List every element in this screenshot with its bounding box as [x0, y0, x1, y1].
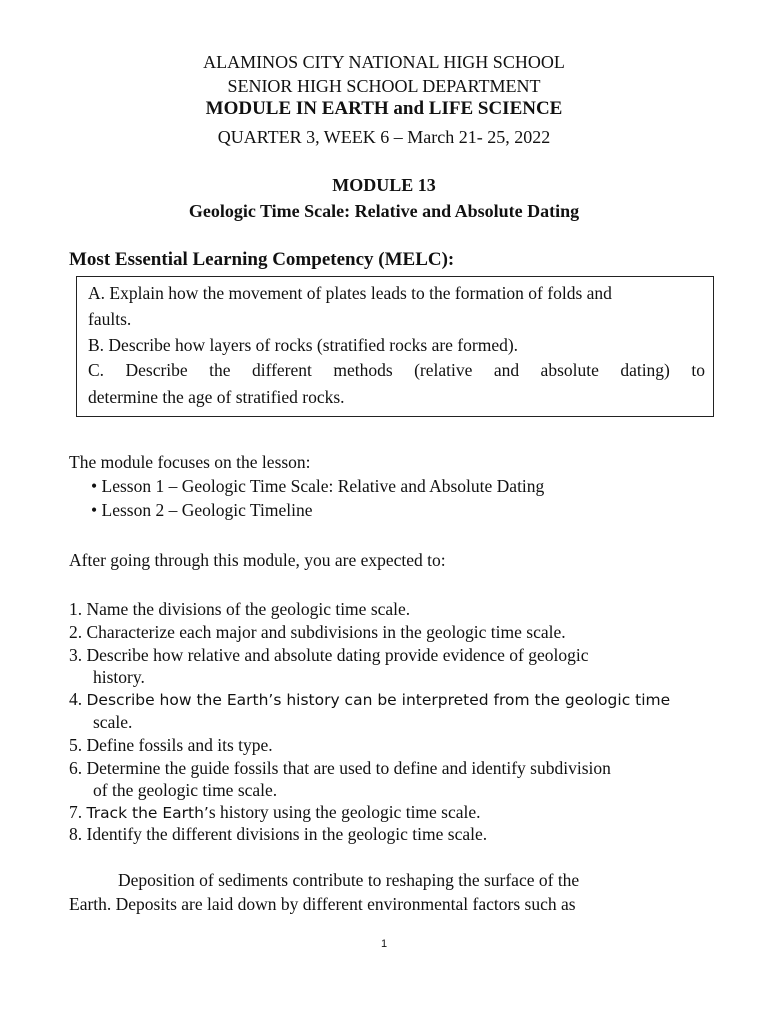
lesson-item: • Lesson 2 – Geologic Timeline: [91, 500, 313, 520]
objective-item: 3. Describe how relative and absolute dating provide evidence of geologic: [69, 645, 589, 665]
paragraph-line: Deposition of sediments contribute to reshaping the surface of the: [118, 870, 580, 890]
objective-text: Describe how the Earth’s history can be interpreted from the geologic time: [86, 691, 671, 709]
lesson-item: • Lesson 1 – Geologic Time Scale: Relative and Absolute Dating: [91, 476, 545, 496]
melc-c-word: and: [493, 360, 520, 380]
paragraph-line: Earth. Deposits are laid down by different environmental factors such as: [69, 894, 576, 914]
melc-a-text: A. Explain how the movement of plates leads to the formation of folds and: [88, 283, 612, 303]
objective-number: 4.: [69, 689, 87, 709]
objective-item: [69, 688, 670, 711]
melc-c-word: absolute: [540, 360, 599, 380]
melc-c-word: the: [209, 360, 231, 380]
melc-c-word: (relative: [414, 360, 473, 380]
school-name: ALAMINOS CITY NATIONAL HIGH SCHOOL: [203, 52, 565, 72]
objective-item-continued: history.: [93, 667, 145, 687]
objective-item: 5. Define fossils and its type.: [69, 735, 273, 755]
objectives-intro: After going through this module, you are expected to:: [69, 550, 446, 570]
melc-c-word: C.: [88, 360, 105, 380]
objective-item: 1. Name the divisions of the geologic time scale.: [69, 599, 411, 619]
page-number: 1: [380, 938, 388, 950]
melc-c-word: Describe: [125, 360, 188, 380]
module-number: MODULE 13: [332, 175, 436, 195]
department-name: SENIOR HIGH SCHOOL DEPARTMENT: [227, 76, 541, 96]
objective-item: 2. Characterize each major and subdivisions in the geologic time scale.: [69, 622, 566, 642]
objective-item: [69, 801, 481, 824]
quarter-week: QUARTER 3, WEEK 6 – March 21- 25, 2022: [217, 127, 551, 147]
objective-item: 6. Determine the guide fossils that are used to define and identify subdivision: [69, 758, 611, 778]
melc-c-word: methods: [333, 360, 393, 380]
melc-c-word: to: [691, 360, 705, 380]
melc-box: [76, 276, 714, 417]
objective-item-continued: scale.: [93, 712, 133, 732]
melc-c-line2: determine the age of stratified rocks.: [88, 387, 345, 407]
melc-a-line1: [88, 282, 705, 304]
objective-item-continued: of the geologic time scale.: [93, 780, 278, 800]
objective-item: 8. Identify the different divisions in the geologic time scale.: [69, 824, 488, 844]
melc-c-word: different: [251, 360, 312, 380]
focus-intro: The module focuses on the lesson:: [69, 452, 311, 472]
melc-heading: Most Essential Learning Competency (MELC):: [69, 249, 455, 270]
melc-c-line1: [88, 359, 705, 381]
objective-text: s history using the geologic time scale.: [208, 802, 481, 822]
melc-b: B. Describe how layers of rocks (stratified rocks are formed).: [88, 335, 519, 355]
module-subject: MODULE IN EARTH and LIFE SCIENCE: [205, 98, 563, 119]
module-title: Geologic Time Scale: Relative and Absolute Dating: [188, 201, 580, 221]
objective-number: 7.: [69, 802, 87, 822]
melc-a-line2: faults.: [88, 309, 132, 329]
melc-c-word: dating): [620, 360, 670, 380]
objective-text-emphasis: Track the Earth’: [86, 804, 209, 822]
